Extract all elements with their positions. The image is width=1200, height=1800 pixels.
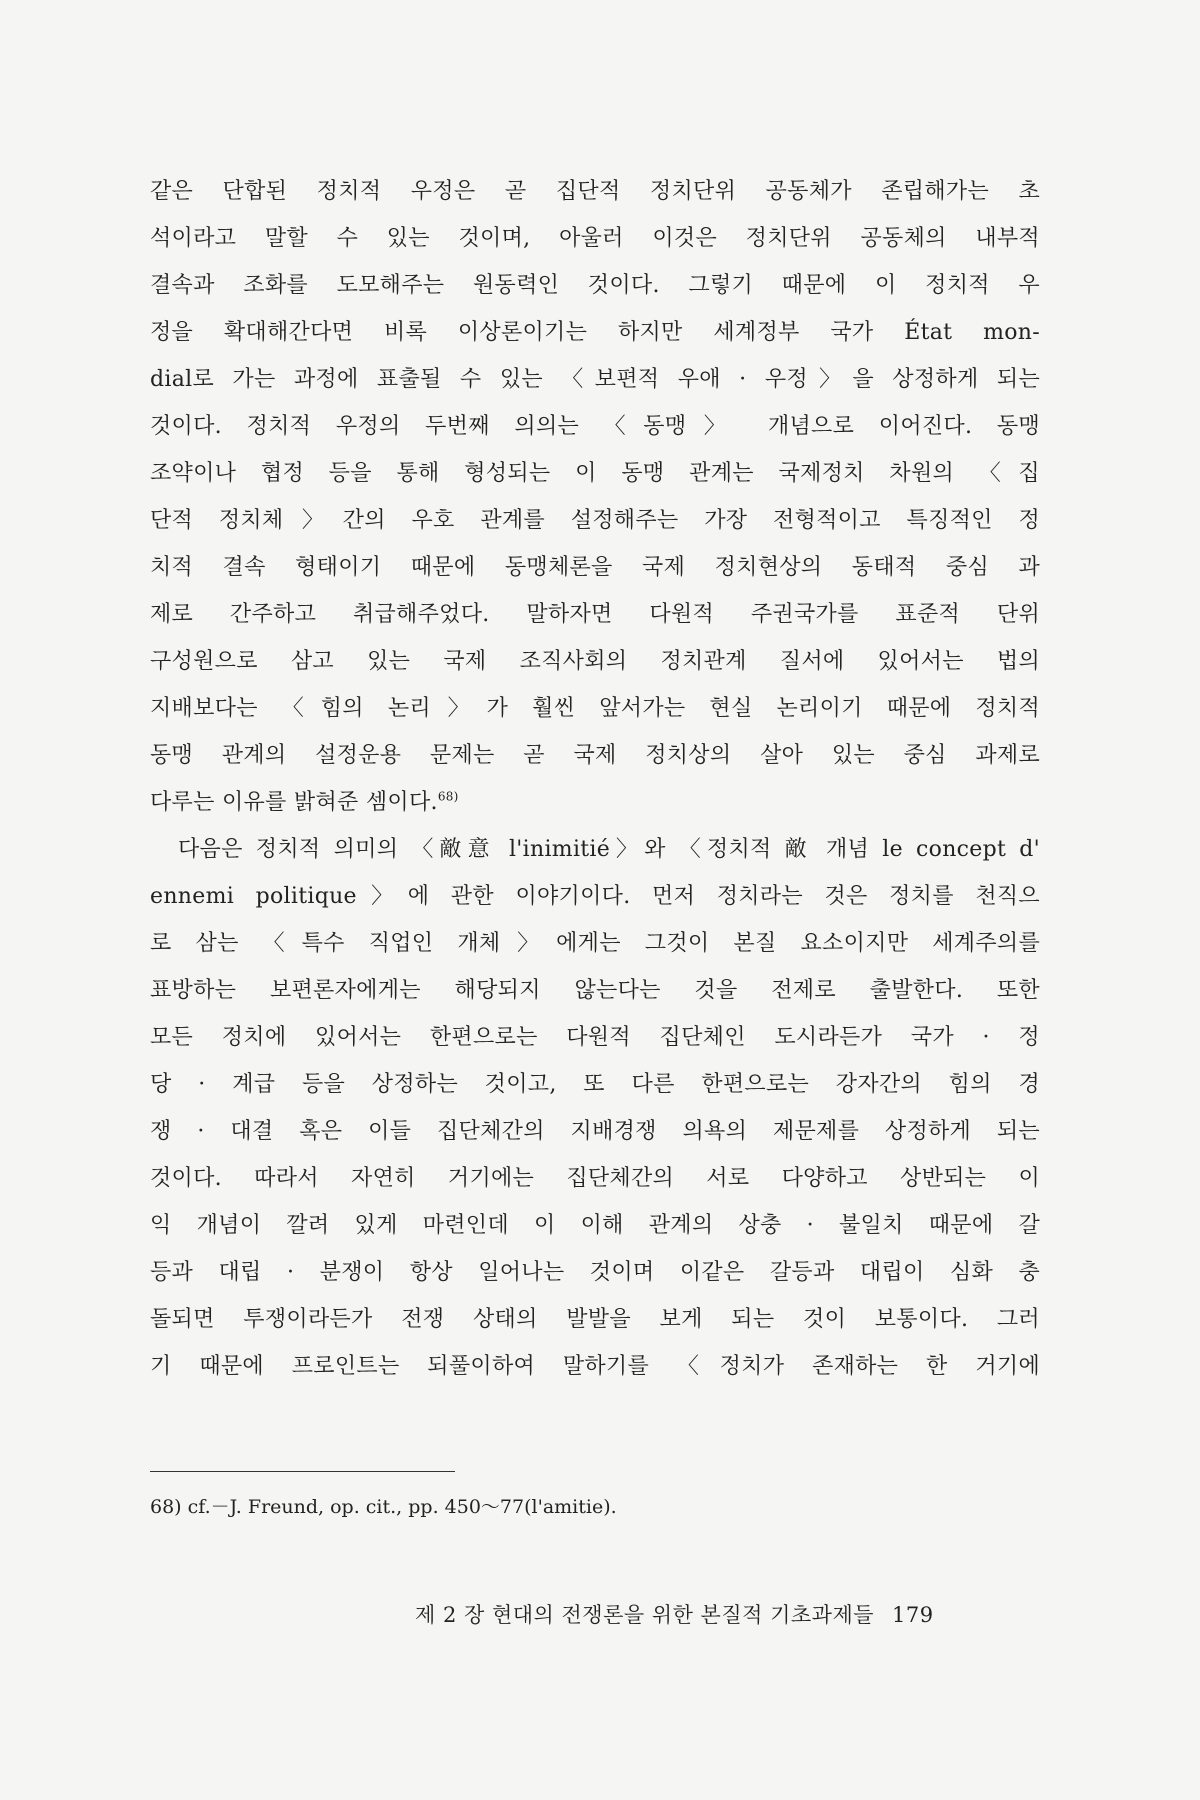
text-line: 것이다. 따라서 자연히 거기에는 집단체간의 서로 다양하고 상반되는 이	[150, 1166, 1040, 1191]
running-footer	[415, 1600, 934, 1630]
text-line: 지배보다는 〈힘의 논리〉가 훨씬 앞서가는 현실 논리이기 때문에 정치적	[150, 696, 1040, 721]
text-line: 조약이나 협정 등을 통해 형성되는 이 동맹 관계는 국제정치 차원의 〈집	[150, 461, 1040, 486]
text-line: 동맹 관계의 설정운용 문제는 곧 국제 정치상의 살아 있는 중심 과제로	[150, 743, 1040, 768]
text-line: 다음은 정치적 의미의 〈敵意 l'inimitié〉와 〈정치적 敵 개념 le concept d'	[178, 837, 1040, 862]
text-line: 치적 결속 형태이기 때문에 동맹체론을 국제 정치현상의 동태적 중심 과	[150, 555, 1040, 580]
text-line: 같은 단합된 정치적 우정은 곧 집단적 정치단위 공동체가 존립해가는 초	[150, 179, 1040, 204]
text-line: 표방하는 보편론자에게는 해당되지 않는다는 것을 전제로 출발한다. 또한	[150, 978, 1040, 1003]
text-line: 모든 정치에 있어서는 한편으로는 다원적 집단체인 도시라든가 국가 · 정	[150, 1025, 1040, 1050]
footnote-divider	[150, 1471, 455, 1472]
text-line: 익 개념이 깔려 있게 마련인데 이 이해 관계의 상충 · 불일치 때문에 갈	[150, 1213, 1040, 1238]
body-text	[150, 168, 1040, 1390]
text-line: 단적 정치체〉간의 우호 관계를 설정해주는 가장 전형적이고 특징적인 정	[150, 508, 1040, 533]
text-line: 구성원으로 삼고 있는 국제 조직사회의 정치관계 질서에 있어서는 법의	[150, 649, 1040, 674]
text-line: 다루는 이유를 밝혀준 셈이다.	[150, 790, 438, 815]
text-line: 당 · 계급 등을 상정하는 것이고, 또 다른 한편으로는 강자간의 힘의 경	[150, 1072, 1040, 1097]
text-line: 정을 확대해간다면 비록 이상론이기는 하지만 세계정부 국가 État mon-	[150, 320, 1040, 345]
text-line: 돌되면 투쟁이라든가 전쟁 상태의 발발을 보게 되는 것이 보통이다. 그러	[150, 1307, 1040, 1332]
text-line: 제로 간주하고 취급해주었다. 말하자면 다원적 주권국가를 표준적 단위	[150, 602, 1040, 627]
text-line: 것이다. 정치적 우정의 두번째 의의는 〈동맹〉 개념으로 이어진다. 동맹	[150, 414, 1040, 439]
page-number: 179	[892, 1603, 934, 1627]
text-line: dial로 가는 과정에 표출될 수 있는 〈보편적 우애 · 우정〉을 상정하게 되는	[150, 367, 1040, 392]
text-line: 기 때문에 프로인트는 되풀이하여 말하기를 〈정치가 존재하는 한 거기에	[150, 1354, 1040, 1379]
text-line: 석이라고 말할 수 있는 것이며, 아울러 이것은 정치단위 공동체의 내부적	[150, 226, 1040, 251]
text-line: 결속과 조화를 도모해주는 원동력인 것이다. 그렇기 때문에 이 정치적 우	[150, 273, 1040, 298]
text-line: ennemi politique〉에 관한 이야기이다. 먼저 정치라는 것은 정치를 천직으	[150, 884, 1040, 909]
text-line: 쟁 · 대결 혹은 이들 집단체간의 지배경쟁 의욕의 제문제를 상정하게 되는	[150, 1119, 1040, 1144]
text-line: 등과 대립 · 분쟁이 항상 일어나는 것이며 이같은 갈등과 대립이 심화 충	[150, 1260, 1040, 1285]
chapter-title: 제 2 장 현대의 전쟁론을 위한 본질적 기초과제들	[415, 1603, 875, 1627]
footnote-reference: 68)	[437, 789, 459, 804]
paragraph-end-line	[150, 779, 1040, 826]
text-line: 로 삼는 〈특수 직업인 개체〉에게는 그것이 본질 요소이지만 세계주의를	[150, 931, 1040, 956]
footnote: 68) cf.－J. Freund, op. cit., pp. 450～77(l'amitie).	[150, 1496, 617, 1518]
